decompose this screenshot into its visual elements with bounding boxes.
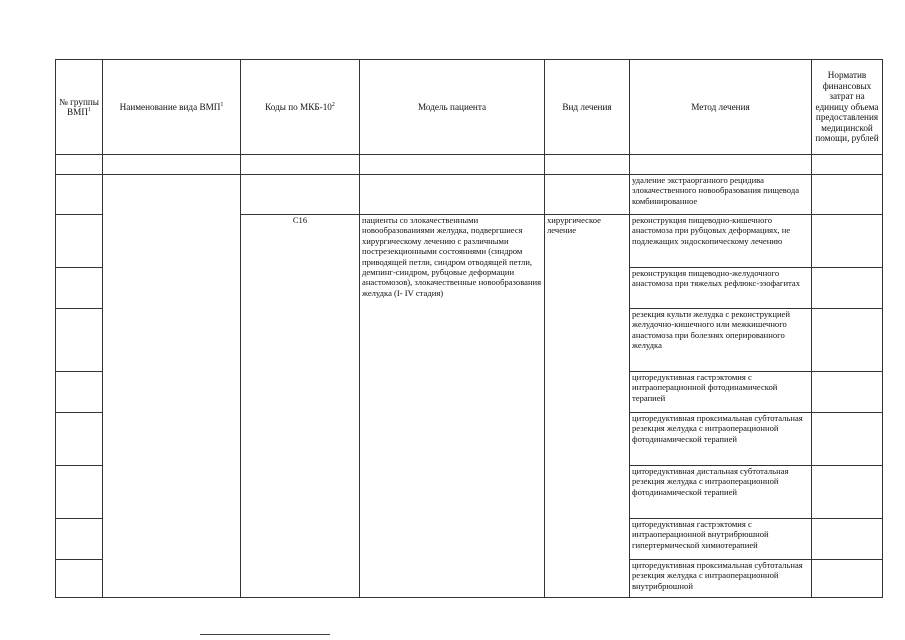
method-cell: циторедуктивная гастрэктомия с интраоперационной внутрибрюшной гипертермической химиотерапией: [630, 519, 812, 560]
method-cell: циторедуктивная проксимальная субтотальная резекция желудка с интраоперационной фотодинамической терапией: [630, 413, 812, 466]
treatment-type-cell: хирургическое лечение: [545, 215, 630, 598]
method-cell: резекция культи желудка с реконструкцией желудочно-кишечного или межкишечного анастомоза при болезнях оперированного желудка: [630, 309, 812, 372]
icd-code-cell: C16: [241, 215, 360, 598]
header-group-no: № группы ВМП$^1$: [56, 60, 103, 155]
header-treatment-type: Вид лечения: [545, 60, 630, 155]
method-cell: циторедуктивная дистальная субтотальная резекция желудка с интраоперационной фотодинамической терапией: [630, 466, 812, 519]
footnote-divider: [200, 634, 330, 635]
patient-model-cell: пациенты со злокачественными новообразованиями желудка, подвергшиеся хирургическому лечению с различными пострезекционными состояниями (синдром приводящей петли, синдром отводящей петли, демпинг-синдром, рубцовые деформации анастомозов), злокачественные новообразования желудка (I- IV стадия): [360, 215, 545, 598]
vmp-name-cell: [103, 175, 241, 598]
spacer-row: [56, 155, 883, 175]
method-cell: реконструкция пищеводно-желудочного анастомоза при тяжелых рефлюкс-эзофагитах: [630, 268, 812, 309]
vmp-table: [55, 59, 883, 598]
method-cell: реконструкция пищеводно-кишечного анастомоза при рубцовых деформациях, не подлежащих эндоскопическому лечению: [630, 215, 812, 268]
table-row: [56, 175, 883, 215]
method-cell: циторедуктивная гастрэктомия с интраоперационной фотодинамической терапией: [630, 372, 812, 413]
header-cost-norm: Норматив финансовых затрат на единицу объема предоставления медицинской помощи, рублей: [812, 60, 883, 155]
table-header-row: [56, 60, 883, 155]
method-cell: циторедуктивная проксимальная субтотальная резекция желудка с интраоперационной внутрибрюшной: [630, 560, 812, 598]
header-patient-model: Модель пациента: [360, 60, 545, 155]
header-icd-codes: Коды по МКБ-$10^2$: [241, 60, 360, 155]
header-treatment-method: Метод лечения: [630, 60, 812, 155]
method-cell: удаление экстраорганного рецидива злокачественного новообразования пищевода комбинированное: [630, 175, 812, 215]
header-vmp-name: Наименование вида ВМП$^1$: [103, 60, 241, 155]
